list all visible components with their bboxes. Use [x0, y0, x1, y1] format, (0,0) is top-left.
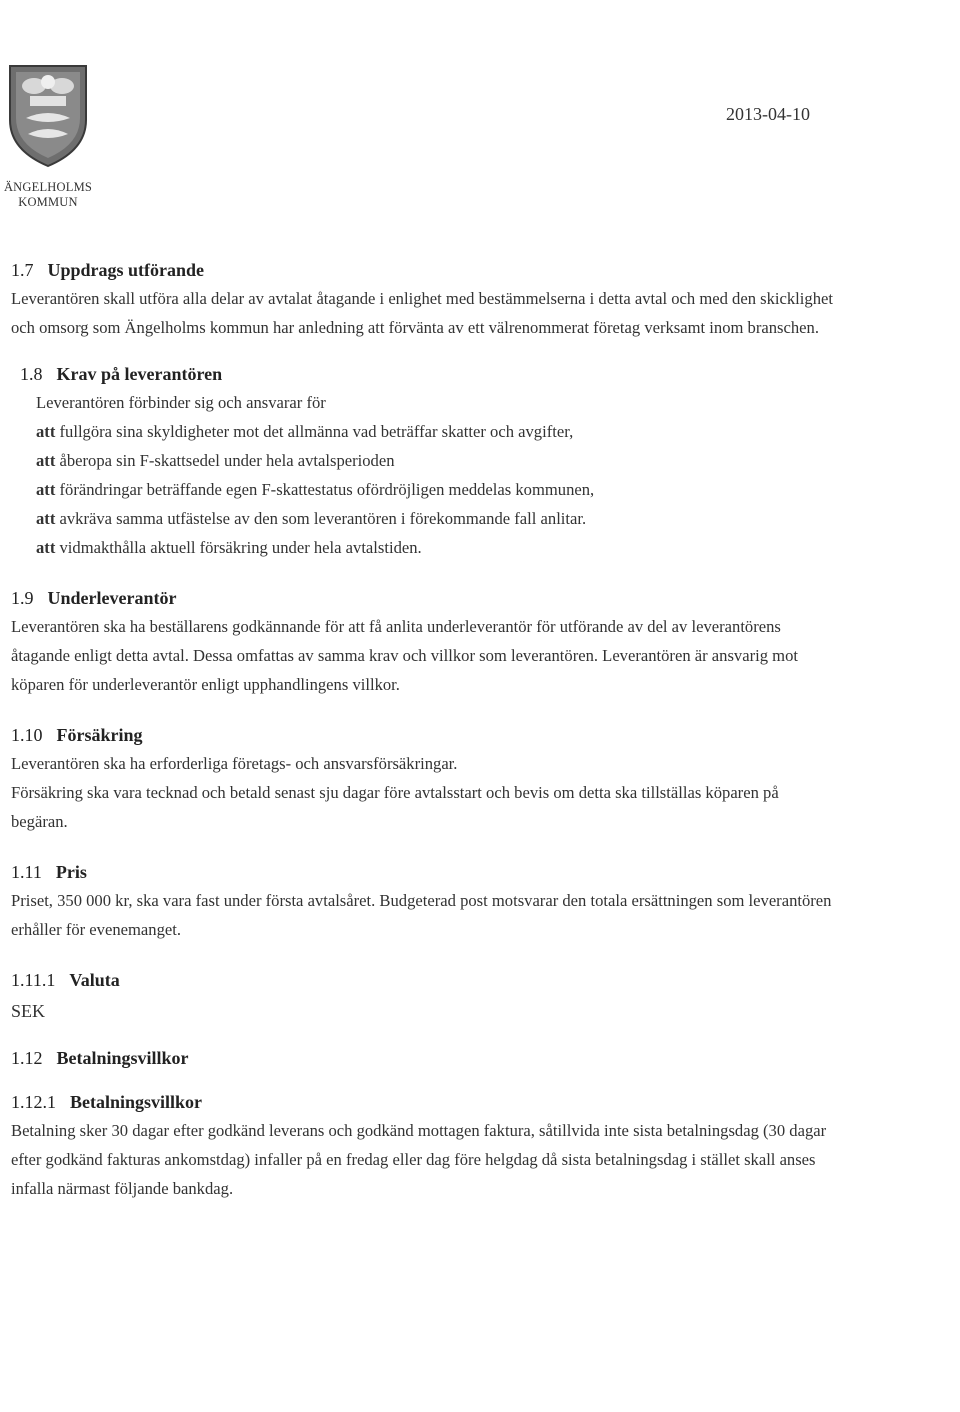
requirements-intro: Leverantören förbinder sig och ansvarar för	[36, 393, 326, 412]
att-keyword: att	[36, 538, 56, 557]
requirement-item	[36, 533, 833, 562]
section-text-line-1: Leverantören ska ha erforderliga företags- och ansvarsförsäkringar.	[11, 754, 458, 773]
section-1-7	[11, 256, 833, 342]
requirement-item	[36, 475, 833, 504]
requirement-text: förändringar beträffande egen F-skattestatus ofördröjligen meddelas kommunen,	[55, 480, 595, 499]
section-text: Leverantören skall utföra alla delar av avtalat åtagande i enlighet med bestämmelserna i detta avtal och med den skicklighet och omsorg som Ängelholms kommun har anledning att förvänta av ett välrenommerat företag verksamt inom branschen.	[11, 289, 833, 337]
section-number: 1.10	[11, 725, 43, 745]
section-1-8	[11, 360, 833, 562]
section-heading	[11, 858, 833, 886]
section-1-11	[11, 858, 833, 944]
requirement-text: fullgöra sina skyldigheter mot det allmänna vad beträffar skatter och avgifter,	[55, 422, 574, 441]
section-heading	[11, 1088, 833, 1116]
currency-value: SEK	[11, 1001, 46, 1021]
section-title: Underleverantör	[47, 588, 177, 608]
section-number: 1.11	[11, 862, 42, 882]
att-keyword: att	[36, 480, 56, 499]
requirement-item	[36, 417, 833, 446]
document-date: 2013-04-10	[726, 104, 810, 124]
att-keyword: att	[36, 509, 56, 528]
section-title: Valuta	[69, 970, 120, 990]
section-heading	[11, 1044, 833, 1072]
section-number: 1.8	[20, 364, 43, 384]
section-1-10	[11, 721, 833, 836]
section-title: Försäkring	[56, 725, 143, 745]
municipality-logo	[0, 62, 96, 210]
requirements-list	[11, 388, 833, 562]
coat-of-arms-icon	[4, 62, 92, 170]
section-text: Leverantören ska ha beställarens godkännande för att få anlita underleverantör för utförande av del av leverantörens åtagande enligt detta avtal. Dessa omfattas av samma krav och villkor som leverantören. Leverantören är ansvarig mot köparen för underleverantör enligt upphandlingens villkor.	[11, 617, 798, 694]
requirement-item	[36, 446, 833, 475]
section-1-12-1	[11, 1088, 833, 1203]
section-number: 1.12.1	[11, 1092, 56, 1112]
att-keyword: att	[36, 451, 56, 470]
section-title: Betalningsvillkor	[56, 1048, 189, 1068]
section-number: 1.12	[11, 1048, 43, 1068]
section-number: 1.11.1	[11, 970, 56, 990]
logo-caption	[0, 180, 96, 210]
requirement-text: åberopa sin F-skattsedel under hela avtalsperioden	[55, 451, 395, 470]
document-body	[11, 256, 833, 1203]
requirement-item	[36, 504, 833, 533]
section-heading	[11, 966, 833, 994]
section-heading	[20, 360, 833, 388]
section-title: Uppdrags utförande	[47, 260, 205, 280]
logo-line-2: KOMMUN	[18, 195, 78, 209]
section-text: Betalning sker 30 dagar efter godkänd leverans och godkänd mottagen faktura, såtillvida inte sista betalningsdag (30 dagar efter godkänd fakturas ankomstdag) infaller på en fredag eller dag före helgdag då sista betalningsdag i stället skall anses infalla närmast följande bankdag.	[11, 1121, 827, 1198]
section-text: Priset, 350 000 kr, ska vara fast under första avtalsåret. Budgeterad post motsvarar den totala ersättningen som leverantören erhåller för evenemanget.	[11, 891, 832, 939]
section-heading	[11, 721, 833, 749]
section-title: Pris	[55, 862, 87, 882]
section-heading	[11, 256, 833, 284]
section-title: Betalningsvillkor	[70, 1092, 203, 1112]
section-text-line-2: Försäkring ska vara tecknad och betald senast sju dagar före avtalsstart och bevis om detta ska tillställas köparen på begäran.	[11, 783, 779, 831]
att-keyword: att	[36, 422, 56, 441]
section-1-9	[11, 584, 833, 699]
section-number: 1.9	[11, 588, 34, 608]
logo-line-1: ÄNGELHOLMS	[3, 180, 93, 194]
section-title: Krav på leverantören	[56, 364, 223, 384]
requirement-text: avkräva samma utfästelse av den som leverantören i förekommande fall anlitar.	[55, 509, 587, 528]
section-number: 1.7	[11, 260, 34, 280]
section-heading	[11, 584, 833, 612]
requirement-text: vidmakthålla aktuell försäkring under hela avtalstiden.	[55, 538, 422, 557]
section-1-12	[11, 1044, 833, 1072]
section-1-11-1	[11, 966, 833, 1028]
